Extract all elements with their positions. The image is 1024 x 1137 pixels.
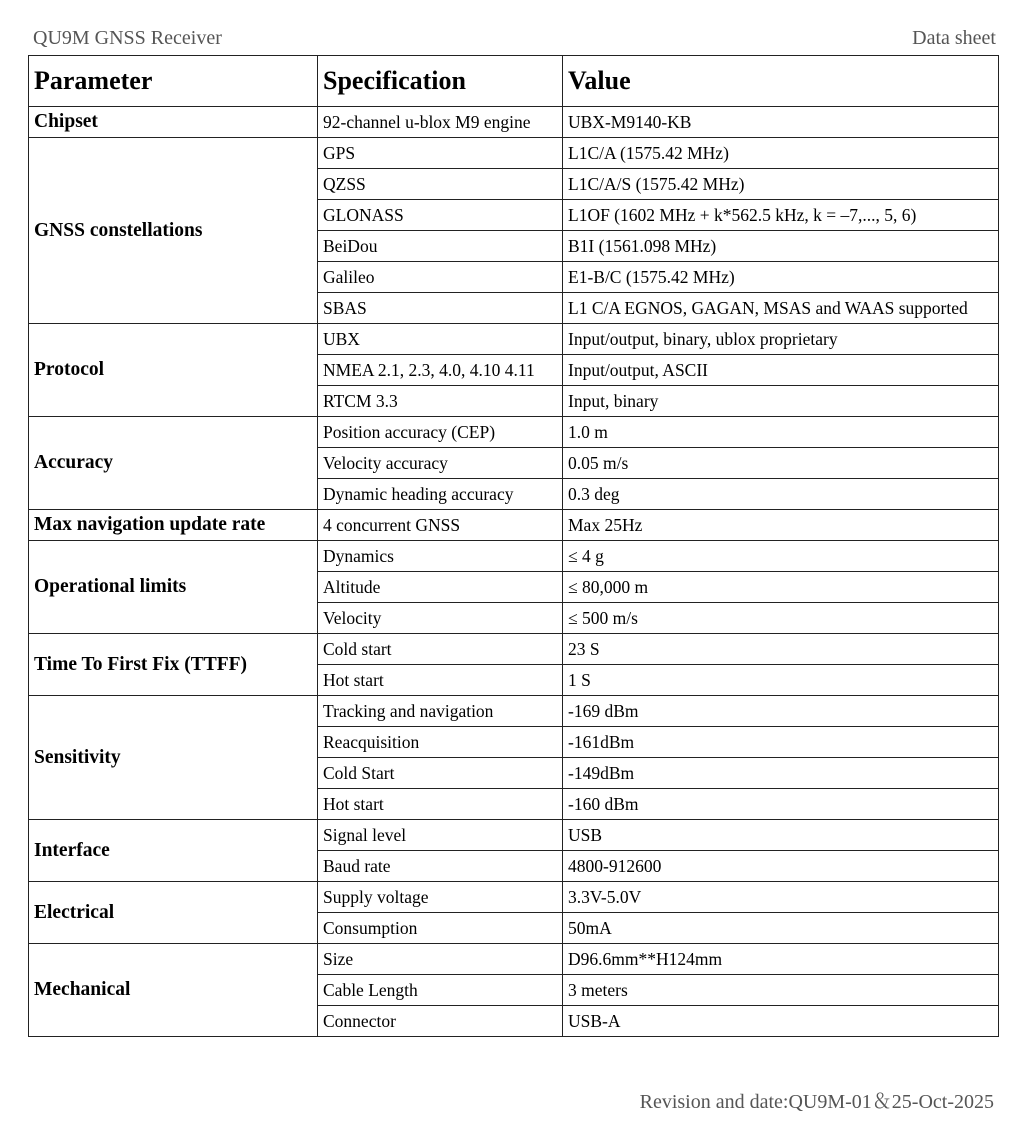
value-cell: Max 25Hz [563,510,999,541]
specification-cell: Supply voltage [318,882,563,913]
value-cell: 0.05 m/s [563,448,999,479]
parameter-cell: Operational limits [29,541,318,634]
specification-cell: BeiDou [318,231,563,262]
specification-cell: Galileo [318,262,563,293]
table-row [29,634,999,665]
specification-cell: Tracking and navigation [318,696,563,727]
value-cell: L1C/A (1575.42 MHz) [563,138,999,169]
parameter-cell: Interface [29,820,318,882]
specification-cell: Altitude [318,572,563,603]
specification-cell: Connector [318,1006,563,1037]
document-title: QU9M GNSS Receiver [33,27,222,49]
value-cell: L1C/A/S (1575.42 MHz) [563,169,999,200]
specification-cell: Cold start [318,634,563,665]
specification-cell: Hot start [318,789,563,820]
specification-cell: Cold Start [318,758,563,789]
value-cell: B1I (1561.098 MHz) [563,231,999,262]
parameter-cell: Chipset [29,107,318,138]
value-cell: -161dBm [563,727,999,758]
value-cell: Input/output, ASCII [563,355,999,386]
value-cell: UBX-M9140-KB [563,107,999,138]
value-cell: Input/output, binary, ublox proprietary [563,324,999,355]
table-row [29,944,999,975]
parameter-cell: Electrical [29,882,318,944]
document-type: Data sheet [912,27,996,49]
revision-footer: Revision and date:QU9M-01＆25-Oct-2025 [639,1091,994,1113]
specification-cell: Cable Length [318,975,563,1006]
specification-cell: Size [318,944,563,975]
specification-cell: Velocity accuracy [318,448,563,479]
parameter-cell: Time To First Fix (TTFF) [29,634,318,696]
table-row [29,820,999,851]
value-cell: 1.0 m [563,417,999,448]
specification-cell: Dynamic heading accuracy [318,479,563,510]
value-cell: -160 dBm [563,789,999,820]
specification-cell: 4 concurrent GNSS [318,510,563,541]
value-cell: ≤ 4 g [563,541,999,572]
specification-cell: QZSS [318,169,563,200]
table-row [29,324,999,355]
value-cell: -169 dBm [563,696,999,727]
specification-cell: RTCM 3.3 [318,386,563,417]
value-cell: 3 meters [563,975,999,1006]
parameter-cell: Mechanical [29,944,318,1037]
parameter-cell: GNSS constellations [29,138,318,324]
column-header-specification: Specification [318,56,563,107]
specification-cell: NMEA 2.1, 2.3, 4.0, 4.10 4.11 [318,355,563,386]
specification-cell: SBAS [318,293,563,324]
parameter-cell: Protocol [29,324,318,417]
table-row [29,417,999,448]
parameter-cell: Sensitivity [29,696,318,820]
table-row [29,510,999,541]
specification-cell: Velocity [318,603,563,634]
specification-cell: Baud rate [318,851,563,882]
value-cell: Input, binary [563,386,999,417]
value-cell: ≤ 80,000 m [563,572,999,603]
value-cell: 1 S [563,665,999,696]
specification-cell: UBX [318,324,563,355]
column-header-parameter: Parameter [29,56,318,107]
value-cell: ≤ 500 m/s [563,603,999,634]
parameter-cell: Accuracy [29,417,318,510]
value-cell: 0.3 deg [563,479,999,510]
value-cell: USB [563,820,999,851]
parameter-cell: Max navigation update rate [29,510,318,541]
table-row [29,541,999,572]
specification-cell: 92-channel u-blox M9 engine [318,107,563,138]
value-cell: 4800-912600 [563,851,999,882]
value-cell: 3.3V-5.0V [563,882,999,913]
table-header-row [29,56,999,107]
specification-cell: Position accuracy (CEP) [318,417,563,448]
value-cell: L1 C/A EGNOS, GAGAN, MSAS and WAAS supported [563,293,999,324]
value-cell: 23 S [563,634,999,665]
table-body [29,107,999,1037]
column-header-value: Value [563,56,999,107]
specification-cell: GLONASS [318,200,563,231]
value-cell: D96.6mm**H124mm [563,944,999,975]
table-row [29,138,999,169]
value-cell: -149dBm [563,758,999,789]
value-cell: E1-B/C (1575.42 MHz) [563,262,999,293]
specification-cell: Reacquisition [318,727,563,758]
table-row [29,882,999,913]
specification-cell: Hot start [318,665,563,696]
specification-cell: Consumption [318,913,563,944]
table-row [29,696,999,727]
specification-cell: GPS [318,138,563,169]
value-cell: USB-A [563,1006,999,1037]
specification-cell: Signal level [318,820,563,851]
value-cell: L1OF (1602 MHz + k*562.5 kHz, k = –7,..., 5, 6) [563,200,999,231]
specification-cell: Dynamics [318,541,563,572]
table-row [29,107,999,138]
specification-table [28,55,999,1037]
value-cell: 50mA [563,913,999,944]
